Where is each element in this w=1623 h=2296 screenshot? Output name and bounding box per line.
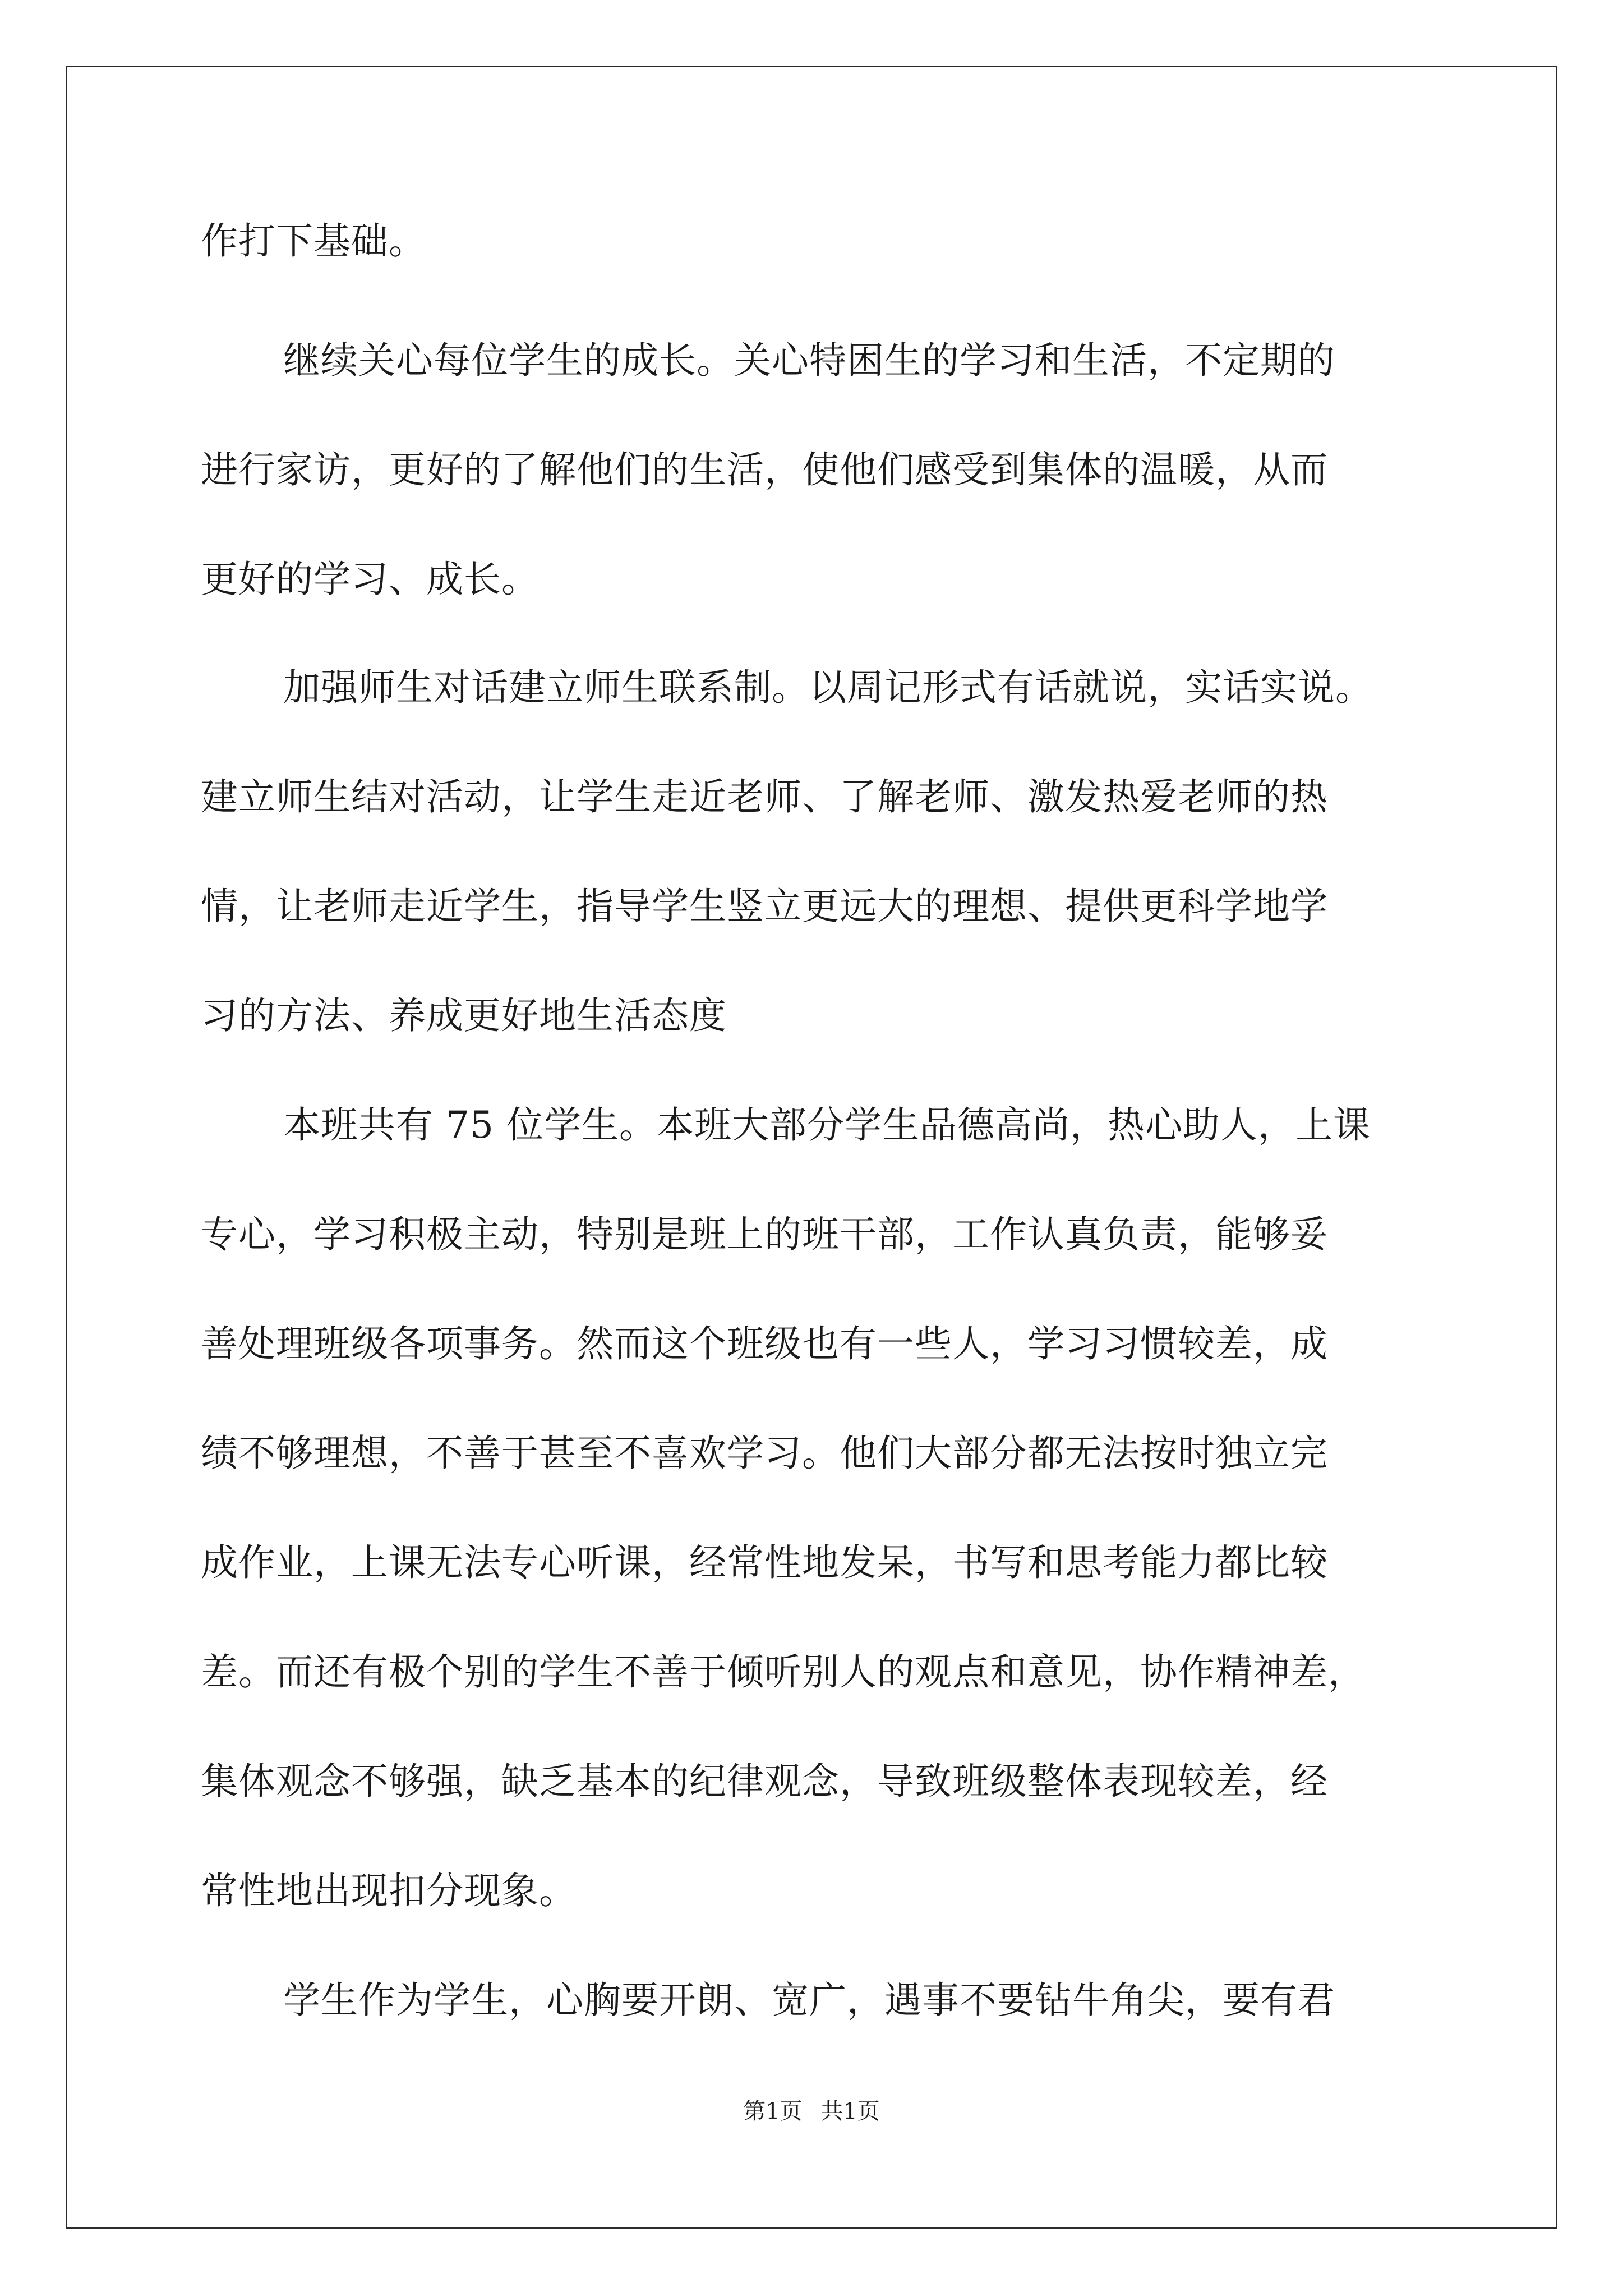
text-line: 专心，学习积极主动，特别是班上的班干部，工作认真负责，能够妥 bbox=[201, 1213, 1328, 1256]
text-line: 更好的学习、成长。 bbox=[201, 558, 539, 601]
text-line: 本班共有 75 位学生。本班大部分学生品德高尚，热心助人，上课 bbox=[283, 1103, 1371, 1147]
text-line: 作打下基础。 bbox=[201, 219, 426, 263]
text-line: 绩不够理想，不善于甚至不喜欢学习。他们大部分都无法按时独立完 bbox=[201, 1432, 1328, 1475]
text-line: 学生作为学生，心胸要开朗、宽广，遇事不要钻牛角尖，要有君 bbox=[283, 1978, 1335, 2022]
text-line: 差。而还有极个别的学生不善于倾听别人的观点和意见，协作精神差， bbox=[201, 1650, 1366, 1694]
text-line: 常性地出现扣分现象。 bbox=[201, 1869, 577, 1912]
page-total: 共1页 bbox=[820, 2099, 880, 2124]
text-line: 善处理班级各项事务。然而这个班级也有一些人，学习习惯较差，成 bbox=[201, 1322, 1328, 1365]
text-line: 继续关心每位学生的成长。关心特困生的学习和生活，不定期的 bbox=[283, 339, 1335, 382]
text-line: 进行家访，更好的了解他们的生活，使他们感受到集体的温暖，从而 bbox=[201, 448, 1328, 491]
text-line: 情，让老师走近学生，指导学生竖立更远大的理想、提供更科学地学 bbox=[201, 885, 1328, 928]
page-number: 第1页 bbox=[743, 2099, 803, 2124]
text-line: 建立师生结对活动，让学生走近老师、了解老师、激发热爱老师的热 bbox=[201, 775, 1328, 818]
text-line: 加强师生对话建立师生联系制。以周记形式有话就说，实话实说。 bbox=[283, 666, 1373, 709]
text-line: 集体观念不够强，缺乏基本的纪律观念，导致班级整体表现较差，经 bbox=[201, 1760, 1328, 1803]
text-line: 成作业，上课无法专心听课，经常性地发呆，书写和思考能力都比较 bbox=[201, 1541, 1328, 1584]
page-footer bbox=[0, 2096, 1623, 2127]
text-line: 习的方法、养成更好地生活态度 bbox=[201, 994, 727, 1037]
